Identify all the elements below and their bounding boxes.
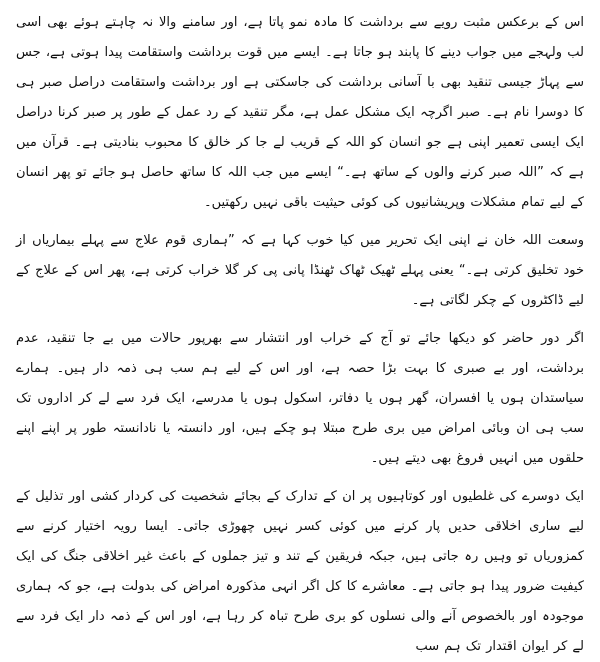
paragraph-1: اس کے برعکس مثبت رویے سے برداشت کا مادہ نمو پاتا ہے، اور سامنے والا نہ چاہتے ہوئے بھی اسی لب ولہجے میں جواب دینے کا پابند ہو جاتا ہے۔ ایسے میں قوت برداشت واستقامت پیدا ہوتی ہے، جس سے پہاڑ جیسی تنقید بھی با آسانی برداشت کی جاسکتی ہے اور برداشت واستقامت دراصل صبر ہی کا دوسرا نام ہے۔ صبر اگرچہ ایک مشکل عمل ہے، مگر تنقید کے رد عمل کے طور پر صبر کرنا دراصل ایک ایسی تعمیر اپنی ہے جو انسان کو اللہ کے قریب لے جا کر خالق کا محبوب بنادیتی ہے۔ قرآن میں ہے کہ ”اللہ صبر کرنے والوں کے ساتھ ہے۔“ ایسے میں جب اللہ کا ساتھ حاصل ہو جائے تو پھر انسان کے لیے تمام مشکلات وپریشانیوں کی کوئی حیثیت باقی نہیں رکھتیں۔	[16, 15, 584, 210]
paragraph-4: ایک دوسرے کی غلطیوں اور کوتاہیوں پر ان کے تدارک کے بجائے شخصیت کی کردار کشی اور تذلیل کے لیے ساری اخلاقی حدیں پار کرنے میں کوئی کسر نہیں چھوڑی جاتی۔ ایسا رویہ اختیار کرنے سے کمزوریاں تو وہیں رہ جاتی ہیں، جبکہ فریقین کے تند و تیز جملوں کے باعث غیر اخلاقی جنگ کی ایک کیفیت ضرور پیدا ہو جاتی ہے۔ معاشرے کا کل اگر انہی مذکورہ امراض کی بدولت ہے، جو کہ ہماری موجودہ اور بالخصوص آنے والی نسلوں کو بری طرح تباہ کر رہا ہے، اور اس کے ذمہ دار ایک فرد سے لے کر ایوان اقتدار تک ہم سب	[16, 489, 584, 654]
paragraph-2: وسعت اللہ خان نے اپنی ایک تحریر میں کیا خوب کہا ہے کہ ”ہماری قوم علاج سے پہلے بیماریاں از خود تخلیق کرتی ہے۔“ یعنی پہلے ٹھیک ٹھاک ٹھنڈا پانی پی کر گلا خراب کرتی ہے، پھر اس کے علاج کے لیے ڈاکٹروں کے چکر لگاتی ہے۔	[16, 233, 584, 308]
paragraph-3: اگر دور حاضر کو دیکھا جائے تو آج کے خراب اور انتشار سے بھرپور حالات میں بے جا تنقید، عدم برداشت، اور بے صبری کا بہت بڑا حصہ ہے، اور اس کے لیے ہم سب ہی ذمہ دار ہیں۔ ہمارے سیاستدان ہوں یا افسران، گھر ہوں یا دفاتر، اسکول ہوں یا مدرسے، ایک فرد سے لے کر اداروں تک سب ہی ان وبائی امراض میں بری طرح مبتلا ہو چکے ہیں، اور دانستہ یا نادانستہ طور پر اپنے اپنے حلقوں میں انہیں فروغ بھی دیتے ہیں۔	[16, 331, 584, 466]
